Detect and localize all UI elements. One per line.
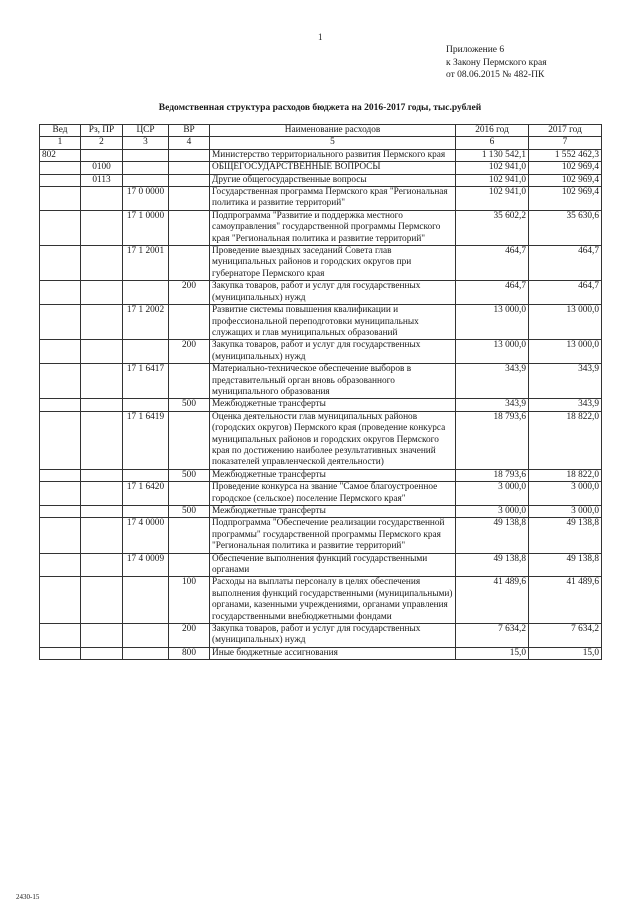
appendix-line-1: Приложение 6: [446, 45, 505, 55]
amount-2017-cell: 15,0: [529, 647, 602, 659]
table-row: [40, 553, 602, 577]
csr-cell: [123, 647, 169, 659]
ved-cell: [40, 469, 81, 481]
table-row: [40, 162, 602, 174]
rz-pr-cell: [81, 281, 123, 305]
vr-cell: [169, 305, 210, 340]
header-cell: Наименование расходов: [210, 125, 456, 137]
expense-name-cell: Закупка товаров, работ и услуг для государственных (муниципальных) нужд: [210, 281, 456, 305]
csr-cell: [123, 469, 169, 481]
document-title: Ведомственная структура расходов бюджета на 2016-2017 годы, тыс.рублей: [158, 103, 482, 113]
table-row: [40, 340, 602, 364]
csr-cell: [123, 281, 169, 305]
column-number-cell: 4: [169, 137, 210, 149]
amount-2016-cell: 102 941,0: [456, 174, 529, 186]
ved-cell: [40, 305, 81, 340]
amount-2017-cell: 49 138,8: [529, 518, 602, 553]
ved-cell: [40, 553, 81, 577]
csr-cell: 17 1 0000: [123, 210, 169, 245]
ved-cell: [40, 281, 81, 305]
csr-cell: [123, 399, 169, 411]
column-number-cell: 6: [456, 137, 529, 149]
page-number: 1: [318, 32, 323, 42]
expense-name-cell: Иные бюджетные ассигнования: [210, 647, 456, 659]
vr-cell: 200: [169, 281, 210, 305]
amount-2017-cell: 41 489,6: [529, 577, 602, 624]
csr-cell: 17 1 6420: [123, 482, 169, 506]
vr-cell: [169, 246, 210, 281]
appendix-line-3: от 08.06.2015 № 482-ПК: [446, 70, 545, 80]
expense-name-cell: Материально-техническое обеспечение выборов в представительный орган вновь образованного муниципального образования: [210, 364, 456, 399]
ved-cell: [40, 624, 81, 648]
amount-2016-cell: 13 000,0: [456, 305, 529, 340]
csr-cell: [123, 174, 169, 186]
header-cell: 2017 год: [529, 125, 602, 137]
vr-cell: [169, 149, 210, 161]
amount-2016-cell: 18 793,6: [456, 411, 529, 469]
column-number-row: [40, 137, 602, 149]
header-cell: 2016 год: [456, 125, 529, 137]
table-row: [40, 518, 602, 553]
expense-name-cell: Министерство территориального развития Пермского края: [210, 149, 456, 161]
ved-cell: [40, 162, 81, 174]
expense-name-cell: Закупка товаров, работ и услуг для государственных (муниципальных) нужд: [210, 340, 456, 364]
budget-table: [39, 124, 602, 660]
vr-cell: [169, 174, 210, 186]
ved-cell: [40, 340, 81, 364]
expense-name-cell: Обеспечение выполнения функций государственными органами: [210, 553, 456, 577]
vr-cell: 500: [169, 469, 210, 481]
column-number-cell: 3: [123, 137, 169, 149]
ved-cell: [40, 647, 81, 659]
expense-name-cell: Другие общегосударственные вопросы: [210, 174, 456, 186]
rz-pr-cell: [81, 577, 123, 624]
csr-cell: [123, 624, 169, 648]
ved-cell: [40, 187, 81, 211]
rz-pr-cell: [81, 210, 123, 245]
csr-cell: 17 4 0009: [123, 553, 169, 577]
vr-cell: 500: [169, 399, 210, 411]
vr-cell: [169, 553, 210, 577]
csr-cell: 17 1 2002: [123, 305, 169, 340]
rz-pr-cell: [81, 340, 123, 364]
table-row: [40, 281, 602, 305]
amount-2016-cell: 3 000,0: [456, 482, 529, 506]
vr-cell: 500: [169, 506, 210, 518]
vr-cell: 200: [169, 340, 210, 364]
amount-2017-cell: 13 000,0: [529, 305, 602, 340]
expense-name-cell: Подпрограмма "Обеспечение реализации государственной программы" государственной программы Пермского края "Региональная политика и развитие территорий": [210, 518, 456, 553]
table-row: [40, 246, 602, 281]
amount-2017-cell: 18 822,0: [529, 411, 602, 469]
ved-cell: [40, 518, 81, 553]
csr-cell: 17 1 2001: [123, 246, 169, 281]
table-row: [40, 305, 602, 340]
table-row: [40, 647, 602, 659]
amount-2016-cell: 18 793,6: [456, 469, 529, 481]
amount-2017-cell: 49 138,8: [529, 553, 602, 577]
csr-cell: [123, 506, 169, 518]
ved-cell: 802: [40, 149, 81, 161]
vr-cell: [169, 411, 210, 469]
amount-2016-cell: 464,7: [456, 281, 529, 305]
vr-cell: [169, 187, 210, 211]
table-row: [40, 187, 602, 211]
amount-2016-cell: 3 000,0: [456, 506, 529, 518]
expense-name-cell: Проведение выездных заседаний Совета глав муниципальных районов и городских округов при губернаторе Пермского края: [210, 246, 456, 281]
rz-pr-cell: [81, 624, 123, 648]
amount-2017-cell: 464,7: [529, 246, 602, 281]
amount-2016-cell: 464,7: [456, 246, 529, 281]
ved-cell: [40, 411, 81, 469]
amount-2017-cell: 3 000,0: [529, 506, 602, 518]
table-row: [40, 174, 602, 186]
table-row: [40, 506, 602, 518]
amount-2016-cell: 49 138,8: [456, 553, 529, 577]
csr-cell: [123, 577, 169, 624]
vr-cell: 800: [169, 647, 210, 659]
ved-cell: [40, 174, 81, 186]
amount-2017-cell: 102 969,4: [529, 187, 602, 211]
expense-name-cell: Закупка товаров, работ и услуг для государственных (муниципальных) нужд: [210, 624, 456, 648]
table-row: [40, 210, 602, 245]
rz-pr-cell: [81, 305, 123, 340]
table-row: [40, 149, 602, 161]
csr-cell: 17 1 6417: [123, 364, 169, 399]
amount-2016-cell: 15,0: [456, 647, 529, 659]
amount-2016-cell: 41 489,6: [456, 577, 529, 624]
vr-cell: [169, 518, 210, 553]
rz-pr-cell: [81, 411, 123, 469]
amount-2016-cell: 102 941,0: [456, 162, 529, 174]
table-row: [40, 624, 602, 648]
table-row: [40, 577, 602, 624]
amount-2016-cell: 1 130 542,1: [456, 149, 529, 161]
csr-cell: 17 1 6419: [123, 411, 169, 469]
rz-pr-cell: 0100: [81, 162, 123, 174]
ved-cell: [40, 399, 81, 411]
table-row: [40, 399, 602, 411]
amount-2017-cell: 7 634,2: [529, 624, 602, 648]
appendix-line-2: к Закону Пермского края: [446, 57, 547, 68]
rz-pr-cell: [81, 518, 123, 553]
ved-cell: [40, 482, 81, 506]
column-number-cell: 1: [40, 137, 81, 149]
amount-2017-cell: 102 969,4: [529, 162, 602, 174]
ved-cell: [40, 210, 81, 245]
rz-pr-cell: [81, 553, 123, 577]
table-row: [40, 482, 602, 506]
rz-pr-cell: [81, 149, 123, 161]
ved-cell: [40, 506, 81, 518]
rz-pr-cell: [81, 482, 123, 506]
ved-cell: [40, 246, 81, 281]
vr-cell: [169, 210, 210, 245]
amount-2017-cell: 464,7: [529, 281, 602, 305]
amount-2016-cell: 49 138,8: [456, 518, 529, 553]
amount-2016-cell: 343,9: [456, 399, 529, 411]
csr-cell: [123, 149, 169, 161]
expense-name-cell: Государственная программа Пермского края "Региональная политика и развитие территорий": [210, 187, 456, 211]
expense-name-cell: Оценка деятельности глав муниципальных районов (городских округов) Пермского края (проведение конкурса муниципальных районов и городских округов Пермского края по достижению наиболее результативных значений показателей управленческой деятельности): [210, 411, 456, 469]
expense-name-cell: Подпрограмма "Развитие и поддержка местного самоуправления" государственной программы Пермского края "Региональная политика и развитие территорий": [210, 210, 456, 245]
amount-2017-cell: 18 822,0: [529, 469, 602, 481]
column-number-cell: 7: [529, 137, 602, 149]
footer-code: 2430-15: [16, 893, 40, 901]
vr-cell: [169, 482, 210, 506]
appendix-block: [446, 44, 547, 82]
expense-name-cell: Межбюджетные трансферты: [210, 399, 456, 411]
amount-2017-cell: 3 000,0: [529, 482, 602, 506]
column-number-cell: 5: [210, 137, 456, 149]
header-cell: ЦСР: [123, 125, 169, 137]
csr-cell: [123, 340, 169, 364]
rz-pr-cell: [81, 506, 123, 518]
amount-2016-cell: 7 634,2: [456, 624, 529, 648]
header-row: [40, 125, 602, 137]
header-cell: Вед: [40, 125, 81, 137]
header-cell: ВР: [169, 125, 210, 137]
vr-cell: [169, 364, 210, 399]
ved-cell: [40, 364, 81, 399]
rz-pr-cell: [81, 187, 123, 211]
rz-pr-cell: [81, 647, 123, 659]
rz-pr-cell: [81, 469, 123, 481]
expense-name-cell: Расходы на выплаты персоналу в целях обеспечения выполнения функций государственными (муниципальными) органами, казенными учреждениями, органами управления государственными внебюджетными фондами: [210, 577, 456, 624]
table-row: [40, 411, 602, 469]
vr-cell: 200: [169, 624, 210, 648]
amount-2017-cell: 1 552 462,3: [529, 149, 602, 161]
column-number-cell: 2: [81, 137, 123, 149]
table-row: [40, 469, 602, 481]
amount-2016-cell: 343,9: [456, 364, 529, 399]
expense-name-cell: Проведение конкурса на звание "Самое благоустроенное городское (сельское) поселение Пермского края": [210, 482, 456, 506]
rz-pr-cell: [81, 246, 123, 281]
amount-2016-cell: 35 602,2: [456, 210, 529, 245]
expense-name-cell: Межбюджетные трансферты: [210, 506, 456, 518]
expense-name-cell: ОБЩЕГОСУДАРСТВЕННЫЕ ВОПРОСЫ: [210, 162, 456, 174]
rz-pr-cell: [81, 399, 123, 411]
ved-cell: [40, 577, 81, 624]
vr-cell: [169, 162, 210, 174]
rz-pr-cell: 0113: [81, 174, 123, 186]
header-cell: Рз, ПР: [81, 125, 123, 137]
expense-name-cell: Межбюджетные трансферты: [210, 469, 456, 481]
amount-2017-cell: 35 630,6: [529, 210, 602, 245]
amount-2017-cell: 13 000,0: [529, 340, 602, 364]
csr-cell: 17 0 0000: [123, 187, 169, 211]
amount-2017-cell: 343,9: [529, 399, 602, 411]
csr-cell: 17 4 0000: [123, 518, 169, 553]
amount-2017-cell: 102 969,4: [529, 174, 602, 186]
amount-2017-cell: 343,9: [529, 364, 602, 399]
expense-name-cell: Развитие системы повышения квалификации и профессиональной переподготовки муниципальных служащих и глав муниципальных образований: [210, 305, 456, 340]
table-row: [40, 364, 602, 399]
amount-2016-cell: 102 941,0: [456, 187, 529, 211]
vr-cell: 100: [169, 577, 210, 624]
rz-pr-cell: [81, 364, 123, 399]
amount-2016-cell: 13 000,0: [456, 340, 529, 364]
csr-cell: [123, 162, 169, 174]
